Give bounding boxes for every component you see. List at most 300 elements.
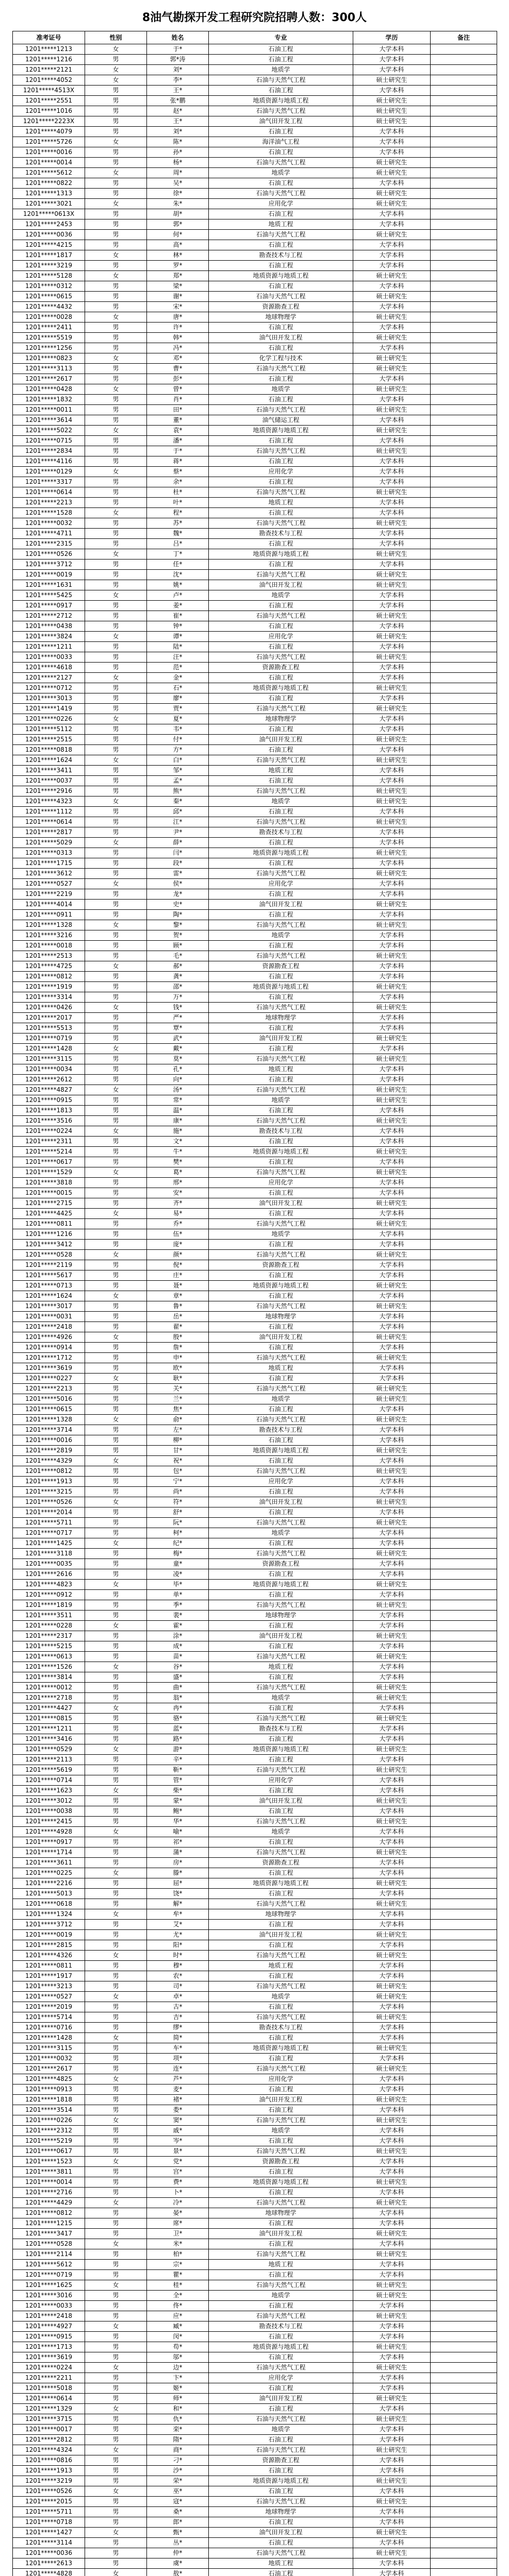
cell-gender: 男 [85,745,147,755]
cell-education: 大学本科 [353,1291,431,1301]
cell-remark [431,1755,497,1765]
cell-exam-id: 1201*****0613X [13,209,85,219]
cell-education: 大学本科 [353,1672,431,1683]
cell-major: 地质资源与地质工程 [209,549,353,560]
table-row [13,817,497,827]
cell-education: 大学本科 [353,1157,431,1167]
cell-major: 石油工程 [209,560,353,570]
cell-exam-id: 1201*****2015 [13,2497,85,2507]
cell-exam-id: 1201*****0031 [13,1312,85,1322]
cell-major: 石油工程 [209,1343,353,1353]
table-row [13,2517,497,2528]
cell-gender: 男 [85,1363,147,1374]
cell-remark [431,2270,497,2280]
cell-education: 硕士研究生 [353,1683,431,1693]
cell-education: 硕士研究生 [353,353,431,364]
cell-name: 殷* [147,1332,209,1343]
cell-name: 翟* [147,1322,209,1332]
cell-remark [431,2569,497,2576]
cell-exam-id: 1201*****2311 [13,1137,85,1147]
cell-exam-id: 1201*****0915 [13,2332,85,2342]
cell-exam-id: 1201*****0034 [13,1064,85,1075]
header-exam-id: 准考证号 [13,31,85,44]
cell-exam-id: 1201*****1832 [13,395,85,405]
cell-education: 大学本科 [353,2136,431,2146]
cell-exam-id: 1201*****4014 [13,900,85,910]
cell-exam-id: 1201*****1328 [13,920,85,930]
table-row [13,1137,497,1147]
table-row [13,467,497,477]
cell-education: 硕士研究生 [353,1415,431,1425]
cell-remark [431,456,497,467]
cell-gender: 男 [85,2002,147,2012]
cell-major: 石油与天然气工程 [209,2146,353,2157]
cell-major: 石油工程 [209,1569,353,1580]
table-row [13,2497,497,2507]
cell-exam-id: 1201*****0913 [13,2084,85,2095]
cell-exam-id: 1201*****4432 [13,302,85,312]
cell-education: 硕士研究生 [353,2414,431,2425]
cell-remark [431,1095,497,1106]
table-row [13,240,497,250]
cell-major: 地质资源与地质工程 [209,96,353,106]
cell-exam-id: 1201*****1526 [13,1662,85,1672]
cell-major: 资源勘查工程 [209,2455,353,2466]
cell-education: 硕士研究生 [353,518,431,529]
cell-remark [431,2538,497,2548]
cell-exam-id: 1201*****1427 [13,2528,85,2538]
cell-major: 资源勘查工程 [209,1260,353,1270]
cell-remark [431,2342,497,2352]
cell-major: 石油工程 [209,1940,353,1951]
cell-education: 大学本科 [353,2507,431,2517]
cell-remark [431,1425,497,1435]
table-row [13,848,497,858]
cell-major: 石油与天然气工程 [209,1549,353,1559]
cell-name: 柴* [147,1786,209,1796]
cell-remark [431,2311,497,2321]
cell-remark [431,1714,497,1724]
cell-education: 硕士研究生 [353,199,431,209]
cell-name: 常* [147,1095,209,1106]
cell-education: 硕士研究生 [353,2363,431,2373]
cell-major: 油气田开发工程 [209,1796,353,1806]
cell-remark [431,1940,497,1951]
cell-name: 高* [147,240,209,250]
cell-exam-id: 1201*****0614 [13,2394,85,2404]
cell-name: 费* [147,2177,209,2188]
cell-exam-id: 1201*****2812 [13,2435,85,2445]
table-row [13,1229,497,1240]
table-row [13,1961,497,1971]
cell-education: 大学本科 [353,1343,431,1353]
cell-exam-id: 1201*****0017 [13,2425,85,2435]
cell-gender: 男 [85,2352,147,2363]
cell-exam-id: 1201*****3314 [13,992,85,1003]
cell-education: 硕士研究生 [353,1384,431,1394]
cell-name: 张*鹏 [147,96,209,106]
cell-remark [431,415,497,426]
table-row [13,1868,497,1878]
cell-gender: 女 [85,65,147,75]
cell-remark [431,2558,497,2569]
cell-name: 沙* [147,2466,209,2476]
cell-exam-id: 1201*****2219 [13,889,85,900]
cell-major: 地质资源与地质工程 [209,1446,353,1456]
cell-major: 石油工程 [209,1641,353,1652]
cell-exam-id: 1201*****0028 [13,312,85,323]
cell-major: 地质工程 [209,1064,353,1075]
cell-name: 廖* [147,693,209,704]
cell-name: 佟* [147,2301,209,2311]
cell-major: 石油与天然气工程 [209,1518,353,1528]
cell-major: 石油工程 [209,1755,353,1765]
cell-exam-id: 1201*****0033 [13,652,85,663]
table-row [13,158,497,168]
cell-remark [431,230,497,240]
cell-name: 冉* [147,1703,209,1714]
cell-gender: 男 [85,1404,147,1415]
cell-gender: 男 [85,1961,147,1971]
cell-major: 应用化学 [209,1775,353,1786]
cell-gender: 男 [85,1714,147,1724]
cell-major: 石油与天然气工程 [209,1167,353,1178]
cell-education: 大学本科 [353,2002,431,2012]
cell-exam-id: 1201*****0527 [13,879,85,889]
cell-name: 娄* [147,2105,209,2115]
cell-major: 石油与天然气工程 [209,1301,353,1312]
cell-exam-id: 1201*****0911 [13,910,85,920]
cell-education: 大学本科 [353,1404,431,1415]
cell-name: 文* [147,1137,209,1147]
cell-remark [431,2023,497,2033]
cell-remark [431,1497,497,1507]
cell-exam-id: 1201*****1917 [13,1971,85,1981]
cell-education: 硕士研究生 [353,1693,431,1703]
cell-education: 大学本科 [353,281,431,292]
cell-name: 甘* [147,1446,209,1456]
cell-education: 大学本科 [353,693,431,704]
cell-name: 敖* [147,2569,209,2576]
table-row [13,405,497,415]
table-row [13,1693,497,1703]
cell-education: 硕士研究生 [353,2012,431,2023]
cell-name: 秦* [147,796,209,807]
cell-gender: 女 [85,250,147,261]
cell-remark [431,1281,497,1291]
cell-major: 石油工程 [209,1837,353,1848]
cell-exam-id: 1201*****3317 [13,477,85,487]
cell-education: 大学本科 [353,1734,431,1744]
cell-exam-id: 1201*****5112 [13,724,85,735]
cell-exam-id: 1201*****1256 [13,343,85,353]
cell-major: 石油工程 [209,1106,353,1116]
table-row [13,2033,497,2043]
cell-gender: 男 [85,1301,147,1312]
cell-name: 郝* [147,961,209,972]
cell-remark [431,2332,497,2342]
cell-name: 艾* [147,1920,209,1930]
cell-gender: 男 [85,1507,147,1518]
cell-name: 金* [147,673,209,683]
table-row [13,2280,497,2291]
cell-name: 戚* [147,2126,209,2136]
cell-education: 大学本科 [353,1374,431,1384]
table-row [13,1755,497,1765]
cell-exam-id: 1201*****2121 [13,65,85,75]
cell-education: 大学本科 [353,436,431,446]
cell-gender: 女 [85,44,147,55]
cell-education: 硕士研究生 [353,2497,431,2507]
cell-education: 大学本科 [353,127,431,137]
cell-gender: 男 [85,240,147,250]
cell-gender: 男 [85,2455,147,2466]
cell-exam-id: 1201*****4425 [13,1209,85,1219]
cell-exam-id: 1201*****2213 [13,1384,85,1394]
table-row [13,292,497,302]
cell-major: 石油工程 [209,1868,353,1878]
cell-major: 资源勘查工程 [209,1858,353,1868]
cell-exam-id: 1201*****0912 [13,1590,85,1600]
cell-gender: 男 [85,2548,147,2558]
cell-education: 硕士研究生 [353,1198,431,1209]
cell-major: 石油工程 [209,2167,353,2177]
cell-gender: 女 [85,2569,147,2576]
cell-gender: 男 [85,364,147,374]
cell-name: 伍* [147,1229,209,1240]
cell-name: 邹* [147,766,209,776]
cell-name: 姜* [147,601,209,611]
cell-education: 硕士研究生 [353,2445,431,2455]
cell-gender: 男 [85,281,147,292]
cell-gender: 男 [85,1270,147,1281]
cell-name: 庄* [147,1270,209,1281]
cell-remark [431,2105,497,2115]
table-row [13,1538,497,1549]
table-row [13,116,497,127]
table-row [13,1559,497,1569]
table-row [13,436,497,446]
cell-exam-id: 1201*****0812 [13,972,85,982]
cell-remark [431,1435,497,1446]
cell-exam-id: 1201*****3411 [13,766,85,776]
table-row [13,1765,497,1775]
cell-major: 石油工程 [209,477,353,487]
cell-remark [431,477,497,487]
cell-exam-id: 1201*****2216 [13,1878,85,1889]
cell-exam-id: 1201*****0527 [13,1992,85,2002]
cell-gender: 男 [85,1116,147,1126]
cell-major: 石油与天然气工程 [209,1951,353,1961]
cell-major: 地质工程 [209,766,353,776]
cell-major: 地质工程 [209,498,353,508]
cell-gender: 女 [85,673,147,683]
cell-remark [431,2497,497,2507]
cell-exam-id: 1201*****4825 [13,2074,85,2084]
cell-gender: 女 [85,1868,147,1878]
table-row [13,230,497,240]
cell-remark [431,1724,497,1734]
cell-name: 石* [147,683,209,693]
cell-name: 管* [147,1775,209,1786]
cell-exam-id: 1201*****1625 [13,2280,85,2291]
cell-education: 硕士研究生 [353,2115,431,2126]
cell-education: 大学本科 [353,529,431,539]
cell-major: 石油工程 [209,2301,353,2311]
cell-education: 大学本科 [353,261,431,271]
cell-exam-id: 1201*****1428 [13,2033,85,2043]
cell-name: 徐* [147,189,209,199]
cell-exam-id: 1201*****4116 [13,456,85,467]
cell-remark [431,2280,497,2291]
cell-major: 地质资源与地质工程 [209,1878,353,1889]
cell-name: 任* [147,560,209,570]
cell-gender: 女 [85,1621,147,1631]
cell-name: 申* [147,1353,209,1363]
cell-education: 硕士研究生 [353,2043,431,2054]
cell-remark [431,879,497,889]
table-row [13,1322,497,1332]
table-row [13,1404,497,1415]
cell-remark [431,364,497,374]
cell-remark [431,1188,497,1198]
cell-gender: 女 [85,199,147,209]
cell-exam-id: 1201*****0224 [13,1126,85,1137]
cell-major: 石油工程 [209,147,353,158]
cell-remark [431,1446,497,1456]
cell-gender: 女 [85,2157,147,2167]
cell-gender: 女 [85,2528,147,2538]
cell-exam-id: 1201*****0715 [13,436,85,446]
cell-exam-id: 1201*****3113 [13,364,85,374]
cell-major: 地球物理学 [209,1013,353,1023]
table-row [13,1209,497,1219]
table-row [13,1858,497,1868]
cell-major: 石油工程 [209,1786,353,1796]
cell-education: 大学本科 [353,930,431,941]
cell-education: 硕士研究生 [353,755,431,766]
cell-major: 石油与天然气工程 [209,1652,353,1662]
cell-name: 华* [147,1817,209,1827]
cell-gender: 男 [85,951,147,961]
cell-name: 孔* [147,1064,209,1075]
cell-education: 大学本科 [353,2352,431,2363]
cell-name: 虞* [147,2558,209,2569]
table-row [13,2425,497,2435]
cell-education: 大学本科 [353,776,431,786]
cell-major: 石油与天然气工程 [209,1981,353,1992]
cell-gender: 女 [85,1415,147,1425]
cell-name: 尚* [147,1487,209,1497]
table-row [13,1054,497,1064]
cell-gender: 男 [85,147,147,158]
cell-exam-id: 1201*****4927 [13,2321,85,2332]
cell-major: 勘查技术与工程 [209,2023,353,2033]
cell-name: 卜* [147,2188,209,2198]
table-row [13,1095,497,1106]
cell-education: 大学本科 [353,1724,431,1734]
cell-major: 石油工程 [209,1270,353,1281]
cell-remark [431,2291,497,2301]
cell-remark [431,333,497,343]
cell-major: 石油工程 [209,2270,353,2280]
cell-name: 舒* [147,1507,209,1518]
table-row [13,168,497,178]
cell-name: 齐* [147,1198,209,1209]
table-row [13,261,497,271]
table-row [13,1817,497,1827]
cell-name: 康* [147,1116,209,1126]
cell-remark [431,1415,497,1425]
table-row [13,2157,497,2167]
cell-major: 石油与天然气工程 [209,518,353,529]
cell-name: 王* [147,86,209,96]
cell-gender: 男 [85,1353,147,1363]
cell-major: 应用化学 [209,2074,353,2084]
table-row [13,1353,497,1363]
cell-education: 大学本科 [353,1229,431,1240]
cell-exam-id: 1201*****0015 [13,1188,85,1198]
cell-exam-id: 1201*****4725 [13,961,85,972]
cell-remark [431,2373,497,2383]
cell-remark [431,1590,497,1600]
cell-education: 大学本科 [353,1044,431,1054]
cell-name: 邬* [147,2352,209,2363]
cell-education: 硕士研究生 [353,312,431,323]
cell-exam-id: 1201*****4711 [13,529,85,539]
cell-gender: 男 [85,652,147,663]
cell-gender: 男 [85,560,147,570]
table-row [13,529,497,539]
cell-education: 大学本科 [353,601,431,611]
cell-education: 大学本科 [353,2332,431,2342]
cell-remark [431,2064,497,2074]
cell-name: 兰* [147,1394,209,1404]
cell-gender: 男 [85,1219,147,1229]
table-row [13,2095,497,2105]
cell-education: 硕士研究生 [353,1167,431,1178]
table-row [13,827,497,838]
cell-exam-id: 1201*****0036 [13,2548,85,2558]
cell-exam-id: 1201*****5022 [13,426,85,436]
cell-exam-id: 1201*****1714 [13,1848,85,1858]
cell-remark [431,560,497,570]
cell-name: 戴* [147,1044,209,1054]
table-row [13,456,497,467]
cell-exam-id: 1201*****5513 [13,1023,85,1033]
cell-major: 油气田开发工程 [209,1033,353,1044]
cell-major: 地球物理学 [209,2208,353,2218]
table-row [13,2352,497,2363]
cell-remark [431,426,497,436]
table-row [13,786,497,796]
cell-gender: 女 [85,168,147,178]
cell-remark [431,1786,497,1796]
cell-exam-id: 1201*****2418 [13,1322,85,1332]
cell-remark [431,1878,497,1889]
cell-name: 蒙* [147,1796,209,1806]
cell-major: 勘查技术与工程 [209,2321,353,2332]
cell-gender: 女 [85,2198,147,2208]
cell-gender: 男 [85,766,147,776]
cell-remark [431,1951,497,1961]
cell-gender: 男 [85,2208,147,2218]
cell-remark [431,2239,497,2249]
cell-gender: 男 [85,2023,147,2033]
cell-gender: 男 [85,343,147,353]
cell-gender: 男 [85,900,147,910]
table-row [13,601,497,611]
